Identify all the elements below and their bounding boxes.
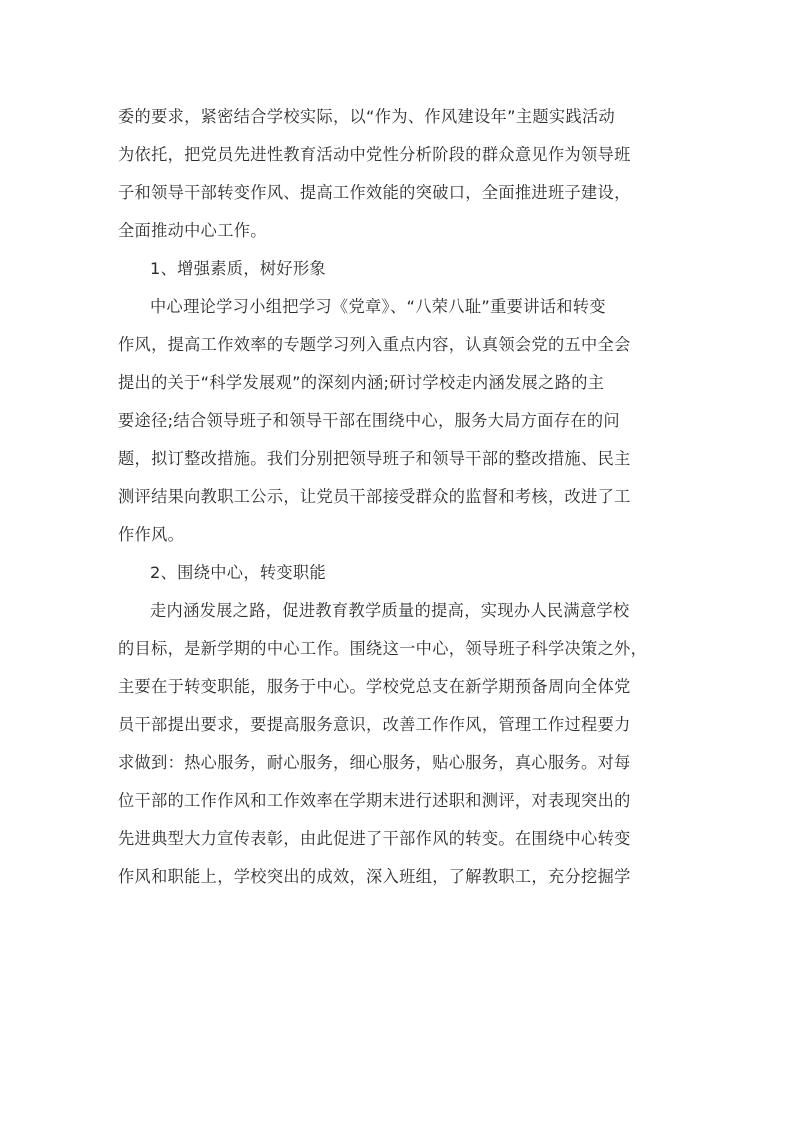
paragraph-line: 委的要求，紧密结合学校实际，以“作为、作风建设年”主题实践活动 <box>118 107 616 126</box>
paragraph-line: 要途径;结合领导班子和领导干部在围绕中心，服务大局方面存在的问 <box>118 411 620 430</box>
paragraph-line: 走内涵发展之路，促进教育教学质量的提高，实现办人民满意学校 <box>150 601 630 620</box>
paragraph-line: 为依托，把党员先进性教育活动中党性分析阶段的群众意见作为领导班 <box>118 145 631 164</box>
section-heading-1: 1、增强素质，树好形象 <box>150 259 327 278</box>
paragraph-line: 全面推动中心工作。 <box>118 221 267 240</box>
paragraph-line: 的目标，是新学期的中心工作。围绕这一中心，领导班子科学决策之外， <box>118 639 648 658</box>
paragraph-line: 作风，提高工作效率的专题学习列入重点内容，认真领会党的五中全会 <box>118 335 631 354</box>
paragraph-line: 测评结果向教职工公示，让党员干部接受群众的监督和考核，改进了工 <box>118 487 631 506</box>
paragraph-line: 子和领导干部转变作风、提高工作效能的突破口，全面推进班子建设， <box>118 183 631 202</box>
paragraph-line: 中心理论学习小组把学习《党章》、“八荣八耻”重要讲话和转变 <box>150 297 606 316</box>
paragraph-line: 题，拟订整改措施。我们分别把领导班子和领导干部的整改措施、民主 <box>118 449 631 468</box>
paragraph-line: 作风和职能上，学校突出的成效，深入班组，了解教职工，充分挖掘学 <box>118 867 631 886</box>
paragraph-line: 作作风。 <box>118 525 185 544</box>
paragraph-line: 员干部提出要求，要提高服务意识，改善工作作风，管理工作过程要力 <box>118 715 631 734</box>
paragraph-line: 主要在于转变职能，服务于中心。学校党总支在新学期预备周向全体党 <box>118 677 631 696</box>
paragraph-line: 提出的关于“科学发展观”的深刻内涵;研讨学校走内涵发展之路的主 <box>118 373 605 392</box>
paragraph-line: 位干部的工作作风和工作效率在学期末进行述职和测评，对表现突出的 <box>118 791 631 810</box>
document-body <box>118 98 678 896</box>
section-heading-2: 2、围绕中心，转变职能 <box>150 563 327 582</box>
paragraph-line: 求做到：热心服务，耐心服务，细心服务，贴心服务，真心服务。对每 <box>118 753 631 772</box>
paragraph-line: 先进典型大力宣传表彰，由此促进了干部作风的转变。在围绕中心转变 <box>118 829 631 848</box>
